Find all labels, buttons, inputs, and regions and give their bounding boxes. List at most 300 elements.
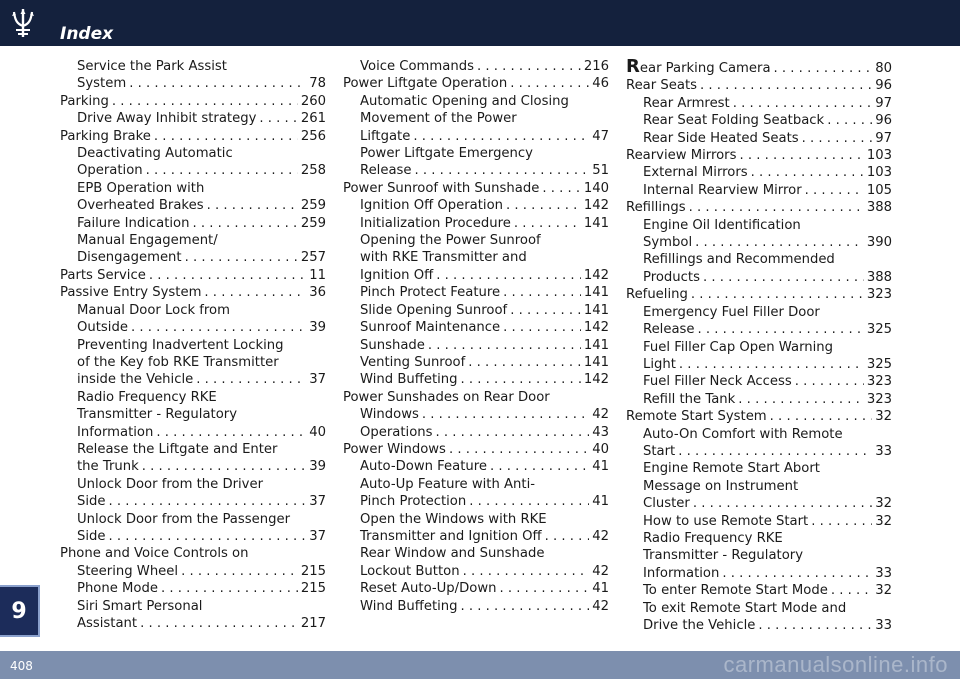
index-page-number[interactable]: 142 [583, 198, 609, 214]
index-entry-text: Steering Wheel [77, 563, 179, 579]
index-entry [626, 373, 892, 390]
dot-leader [689, 199, 864, 216]
index-entry-text: Rear Seats [626, 78, 697, 94]
index-entry-text: Passive Entry System [60, 285, 202, 301]
dot-leader [774, 60, 873, 77]
index-entry [343, 476, 609, 511]
index-entry-text: Sunshade [360, 337, 425, 353]
dot-leader [739, 147, 863, 164]
index-entry [60, 389, 326, 441]
dot-leader [109, 493, 307, 510]
index-entry [626, 147, 892, 164]
dot-leader [140, 615, 298, 632]
dot-leader [733, 95, 872, 112]
index-entry-text: Manual Door Lock from [77, 302, 230, 318]
index-entry-text: Siri Smart Personal [77, 598, 203, 614]
index-entry [343, 337, 609, 354]
index-entry [60, 110, 326, 127]
index-entry [626, 600, 892, 635]
index-page-number[interactable]: 215 [300, 563, 326, 579]
index-entry-text: Radio Frequency RKE [77, 389, 217, 405]
index-entry-text: Sunroof Maintenance [360, 320, 501, 336]
index-entry-text: Information [77, 424, 154, 440]
index-entry [343, 580, 609, 597]
index-page-number[interactable]: 32 [875, 513, 892, 529]
index-page-number[interactable]: 390 [866, 235, 892, 251]
index-entry-text: Drive Away Inhibit strategy [77, 111, 257, 127]
dot-leader [463, 563, 590, 580]
dot-leader [679, 356, 864, 373]
index-entry-text: of the Key fob RKE Transmitter [77, 354, 279, 370]
index-entry-text: To exit Remote Start Mode and [643, 600, 847, 616]
dot-leader [506, 197, 581, 214]
dot-leader [469, 493, 589, 510]
dot-leader [545, 528, 590, 545]
index-entry-text: Reset Auto-Up/Down [360, 581, 497, 597]
dot-leader [422, 406, 589, 423]
index-column-2 [343, 58, 609, 615]
index-entry-text: Release the Liftgate and Enter [77, 441, 278, 457]
index-entry [626, 304, 892, 339]
index-page-number[interactable]: 37 [309, 528, 326, 544]
index-entry-text: Transmitter - Regulatory [643, 548, 803, 564]
index-page-number[interactable]: 103 [866, 148, 892, 164]
index-entry [626, 251, 892, 286]
index-entry [343, 75, 609, 92]
index-entry-text: Operations [360, 424, 433, 440]
chapter-tab[interactable]: 9 [0, 585, 40, 637]
index-entry-text: Fuel Filler Neck Access [643, 374, 792, 390]
dot-leader [700, 77, 872, 94]
index-entry-text: Rearview Mirrors [626, 148, 737, 164]
dot-leader [503, 284, 581, 301]
index-entry-text: Refillings [626, 200, 686, 216]
index-entry-text: Rear Armrest [643, 95, 730, 111]
index-page-number[interactable]: 141 [583, 354, 609, 370]
index-entry [343, 93, 609, 145]
index-entry-text: Parts Service [60, 267, 146, 283]
index-entry-text: Side [77, 494, 106, 510]
dot-leader [758, 617, 872, 634]
index-page-number[interactable]: 40 [309, 424, 326, 440]
index-entry [60, 302, 326, 337]
index-entry-text: Refueling [626, 287, 688, 303]
index-entry-text: Overheated Brakes [77, 198, 204, 214]
index-entry-text: Windows [360, 407, 419, 423]
index-page-number[interactable]: 32 [875, 496, 892, 512]
index-page-number[interactable]: 42 [592, 563, 609, 579]
index-page-number[interactable]: 43 [592, 424, 609, 440]
index-page-number[interactable]: 37 [309, 372, 326, 388]
index-entry [60, 545, 326, 580]
index-entry [626, 582, 892, 599]
index-entry-text: Pinch Protect Feature [360, 285, 501, 301]
index-entry-text: Refill the Tank [643, 391, 736, 407]
index-page-number[interactable]: 41 [592, 581, 609, 597]
index-entry [343, 180, 609, 197]
index-entry [343, 284, 609, 301]
dot-leader [415, 162, 590, 179]
dot-leader [461, 598, 590, 615]
index-entry-text: Lockout Button [360, 563, 460, 579]
index-entry-text: Automatic Opening and Closing [360, 93, 569, 109]
index-entry [626, 513, 892, 530]
index-entry [60, 441, 326, 476]
index-page-number[interactable]: 41 [592, 494, 609, 510]
index-entry-text: Power Liftgate Emergency [360, 146, 533, 162]
index-entry [343, 598, 609, 615]
index-entry [343, 458, 609, 475]
index-entry-text: Pinch Protection [360, 494, 467, 510]
dot-leader [461, 371, 581, 388]
index-entry-text: Message on Instrument [643, 478, 799, 494]
index-entry [343, 302, 609, 319]
index-entry-text: How to use Remote Start [643, 513, 809, 529]
dot-leader [413, 128, 589, 145]
dot-leader [751, 164, 864, 181]
index-entry [343, 58, 609, 75]
dot-leader [449, 441, 589, 458]
index-entry [626, 58, 892, 77]
dot-leader [181, 563, 298, 580]
index-entry-text: Transmitter and Ignition Off [360, 528, 542, 544]
index-entry [343, 319, 609, 336]
index-entry-text: Disengagement [77, 250, 182, 266]
index-entry [343, 424, 609, 441]
index-entry [626, 530, 892, 582]
index-entry [343, 441, 609, 458]
index-entry-text: Power Liftgate Operation [343, 76, 508, 92]
dot-leader [468, 354, 581, 371]
index-page-number[interactable]: 260 [300, 93, 326, 109]
index-entry [60, 337, 326, 389]
dot-leader [802, 130, 873, 147]
index-page-number[interactable]: 388 [866, 200, 892, 216]
dot-leader [703, 269, 864, 286]
page-header [0, 0, 960, 46]
index-entry [626, 182, 892, 199]
trident-logo-icon [6, 6, 40, 40]
index-page-number[interactable]: 323 [866, 391, 892, 407]
index-entry-text: Deactivating Automatic [77, 146, 233, 162]
index-page-number[interactable]: 140 [583, 180, 609, 196]
index-entry [60, 145, 326, 180]
index-page-number[interactable]: 33 [875, 618, 892, 633]
index-page-number[interactable]: 323 [866, 374, 892, 390]
dot-leader [795, 373, 864, 390]
index-page-number[interactable]: 33 [875, 443, 892, 459]
index-entry-text: Rear Side Heated Seats [643, 130, 799, 146]
index-entry-text: Engine Remote Start Abort [643, 461, 820, 477]
dot-leader [156, 424, 306, 441]
index-page-number[interactable]: 217 [300, 616, 326, 631]
index-entry [60, 93, 326, 110]
dot-leader [185, 249, 298, 266]
dot-leader [542, 180, 581, 197]
index-page-number[interactable]: 256 [300, 128, 326, 144]
index-page-number[interactable]: 103 [866, 165, 892, 181]
index-entry-text: Light [643, 356, 676, 372]
index-entry-text: Failure Indication [77, 215, 190, 231]
index-entry [626, 426, 892, 461]
index-entry [626, 391, 892, 408]
dot-leader [109, 528, 307, 545]
index-entry-text: Emergency Fuel Filler Door [643, 304, 820, 320]
index-entry-text: To enter Remote Start Mode [643, 583, 828, 599]
dot-leader [129, 75, 306, 92]
dot-leader [770, 408, 873, 425]
dot-leader [805, 182, 864, 199]
dot-leader [510, 75, 589, 92]
dot-leader [500, 580, 590, 597]
index-entry [626, 286, 892, 303]
index-entry [60, 232, 326, 267]
index-entry-text: Assistant [77, 616, 138, 631]
index-page-number[interactable]: 42 [592, 528, 609, 544]
index-entry-text: Outside [77, 320, 128, 336]
dot-leader [112, 93, 298, 110]
dot-leader [146, 162, 298, 179]
index-entry-text: Phone Mode [77, 581, 158, 597]
index-entry-text: Side [77, 528, 106, 544]
index-entry-text: External Mirrors [643, 165, 748, 181]
index-page-number[interactable]: 39 [309, 459, 326, 475]
index-entry-text: Drive the Vehicle [643, 618, 756, 633]
index-page-number[interactable]: 96 [875, 78, 892, 94]
index-entry-text: Wind Buffeting [360, 598, 458, 614]
index-entry [626, 130, 892, 147]
index-entry [343, 389, 609, 424]
index-page-number[interactable]: 39 [309, 320, 326, 336]
index-page-number[interactable]: 105 [866, 182, 892, 198]
dot-leader [678, 443, 872, 460]
index-page-number[interactable]: 257 [300, 250, 326, 266]
dot-leader [691, 286, 864, 303]
index-entry [343, 197, 609, 214]
dot-leader [693, 495, 872, 512]
dot-leader [811, 513, 872, 530]
index-entry-text: Phone and Voice Controls on [60, 546, 249, 562]
index-page-number[interactable]: 42 [592, 598, 609, 614]
index-entry-text: Open the Windows with RKE [360, 511, 547, 527]
index-entry [343, 215, 609, 232]
dot-leader [831, 582, 872, 599]
index-entry [626, 339, 892, 374]
index-entry-text: Opening the Power Sunroof [360, 233, 541, 249]
index-page-number[interactable]: 325 [866, 322, 892, 338]
index-page-number[interactable]: 216 [583, 59, 609, 74]
index-page-number[interactable]: 41 [592, 459, 609, 475]
index-entry-text: Symbol [643, 235, 693, 251]
index-entry-text: System [77, 76, 127, 92]
index-entry-text: Rear Seat Folding Seatback [643, 113, 825, 129]
index-entry-text: Initialization Procedure [360, 215, 511, 231]
index-page-number[interactable]: 323 [866, 287, 892, 303]
index-page-number[interactable]: 142 [583, 267, 609, 283]
dot-leader [204, 284, 306, 301]
index-page-number[interactable]: 47 [592, 128, 609, 144]
index-page-number[interactable]: 40 [592, 441, 609, 457]
index-page-number[interactable]: 51 [592, 163, 609, 179]
index-entry-text: EPB Operation with [77, 180, 205, 196]
index-entry-text: Internal Rearview Mirror [643, 182, 802, 198]
index-entry-text: Movement of the Power [360, 111, 517, 127]
index-entry [626, 460, 892, 512]
index-entry-text: Parking [60, 93, 109, 109]
index-entry-text: Release [360, 163, 412, 179]
index-entry-text: Start [643, 443, 676, 459]
index-page-number[interactable]: 141 [583, 337, 609, 353]
index-entry-text: Manual Engagement/ [77, 233, 218, 249]
index-page-number[interactable]: 33 [875, 565, 892, 581]
page-title: Index [60, 24, 114, 44]
index-entry-text: Slide Opening Sunroof [360, 302, 508, 318]
dot-leader [477, 58, 581, 75]
index-page-number[interactable]: 46 [592, 76, 609, 92]
index-entry-text: Ignition Off Operation [360, 198, 504, 214]
index-entry [626, 199, 892, 216]
index-page-number[interactable]: 97 [875, 130, 892, 146]
index-entry [60, 511, 326, 546]
index-entry-text: Ignition Off [360, 267, 434, 283]
index-entry-text: Remote Start System [626, 409, 767, 425]
index-entry-text: Fuel Filler Cap Open Warning [643, 339, 834, 355]
index-entry [60, 580, 326, 597]
index-entry [626, 112, 892, 129]
index-entry [60, 215, 326, 232]
index-entry-text: with RKE Transmitter and [360, 250, 527, 266]
dot-leader [131, 319, 306, 336]
index-entry-text: Auto-On Comfort with Remote [643, 426, 843, 442]
index-entry-text: Power Sunroof with Sunshade [343, 180, 540, 196]
index-entry-text: Unlock Door from the Driver [77, 476, 264, 492]
index-entry-text: Auto-Down Feature [360, 459, 488, 475]
index-page-number[interactable]: 141 [583, 215, 609, 231]
dot-leader [192, 215, 297, 232]
dot-leader [149, 267, 306, 284]
dot-leader [698, 321, 864, 338]
index-entry-text: Parking Brake [60, 128, 151, 144]
dot-leader [142, 458, 306, 475]
index-entry [60, 598, 326, 633]
index-entry [626, 77, 892, 94]
index-entry-text: Venting Sunroof [360, 354, 466, 370]
index-page-number[interactable]: 258 [300, 163, 326, 179]
index-entry [343, 145, 609, 180]
dot-leader [695, 234, 864, 251]
index-page-number[interactable]: 96 [875, 113, 892, 129]
index-entry-text: Auto-Up Feature with Anti- [360, 476, 536, 492]
index-page-number[interactable]: 36 [309, 285, 326, 301]
index-entry [343, 545, 609, 580]
index-entry [343, 232, 609, 284]
index-entry-text: Radio Frequency RKE [643, 530, 783, 546]
index-entry [60, 267, 326, 284]
dot-leader [490, 458, 589, 475]
index-page-number[interactable]: 42 [592, 407, 609, 423]
index-entry-text: Rear Window and Sunshade [360, 546, 545, 562]
index-entry-text: Service the Park Assist [77, 59, 227, 74]
index-entry [343, 371, 609, 388]
dot-leader [154, 128, 298, 145]
index-page-number[interactable]: 80 [875, 61, 892, 76]
index-entry [343, 511, 609, 546]
index-entry [60, 180, 326, 215]
dot-leader [259, 110, 297, 127]
index-entry-text: Liftgate [360, 128, 411, 144]
index-column-1 [60, 58, 326, 632]
index-page-number[interactable]: 142 [583, 320, 609, 336]
dot-leader [207, 197, 298, 214]
dot-leader [436, 267, 581, 284]
index-entry-text: Products [643, 269, 700, 285]
index-entry [626, 164, 892, 181]
dot-leader [514, 215, 581, 232]
index-entry-text: Preventing Inadvertent Locking [77, 337, 284, 353]
index-entry-text: Cluster [643, 496, 690, 512]
index-page-number[interactable]: 142 [583, 372, 609, 388]
index-page-number[interactable]: 259 [300, 198, 326, 214]
index-entry [626, 95, 892, 112]
index-column-3 [626, 58, 892, 634]
index-page-number[interactable]: 32 [875, 409, 892, 425]
index-entry-text: Release [643, 322, 695, 338]
index-page-number[interactable]: 141 [583, 285, 609, 301]
index-page-number[interactable]: 388 [866, 269, 892, 285]
dot-leader [428, 337, 581, 354]
index-entry-text: Rear Parking Camera [626, 56, 771, 77]
watermark: carmanualsonline.info [723, 652, 948, 677]
index-entry [626, 217, 892, 252]
index-entry-text: Power Windows [343, 441, 446, 457]
index-entry [60, 128, 326, 145]
index-page-number[interactable]: 215 [300, 581, 326, 597]
index-entry [343, 354, 609, 371]
index-entry-text: Engine Oil Identification [643, 217, 801, 233]
index-entry-text: the Trunk [77, 459, 139, 475]
index-page-number[interactable]: 78 [309, 76, 326, 92]
dot-leader [827, 112, 872, 129]
index-entry-text: Voice Commands [360, 59, 474, 74]
page-number: 408 [10, 659, 33, 673]
index-entry-text: Power Sunshades on Rear Door [343, 389, 550, 405]
index-entry [60, 58, 326, 93]
dot-leader [436, 424, 590, 441]
index-page-number[interactable]: 141 [583, 302, 609, 318]
index-entry-text: Information [643, 565, 720, 581]
index-entry-text: Unlock Door from the Passenger [77, 511, 291, 527]
dot-leader [503, 319, 581, 336]
index-entry [626, 408, 892, 425]
index-page-number[interactable]: 259 [300, 215, 326, 231]
index-entry-text: Wind Buffeting [360, 372, 458, 388]
dot-leader [510, 302, 581, 319]
index-page-number[interactable]: 37 [309, 494, 326, 510]
index-page-number[interactable]: 261 [300, 111, 326, 127]
index-page-number[interactable]: 325 [866, 356, 892, 372]
index-entry-text: Refillings and Recommended [643, 252, 835, 268]
index-page-number[interactable]: 32 [875, 583, 892, 599]
index-page-number[interactable]: 97 [875, 95, 892, 111]
index-entry-text: Transmitter - Regulatory [77, 407, 237, 423]
page-footer [0, 651, 960, 679]
dot-leader [722, 565, 872, 582]
index-entry [60, 284, 326, 301]
index-entry-text: Operation [77, 163, 143, 179]
index-entry [60, 476, 326, 511]
index-entry-text: inside the Vehicle [77, 372, 194, 388]
index-page-number[interactable]: 11 [309, 267, 326, 283]
